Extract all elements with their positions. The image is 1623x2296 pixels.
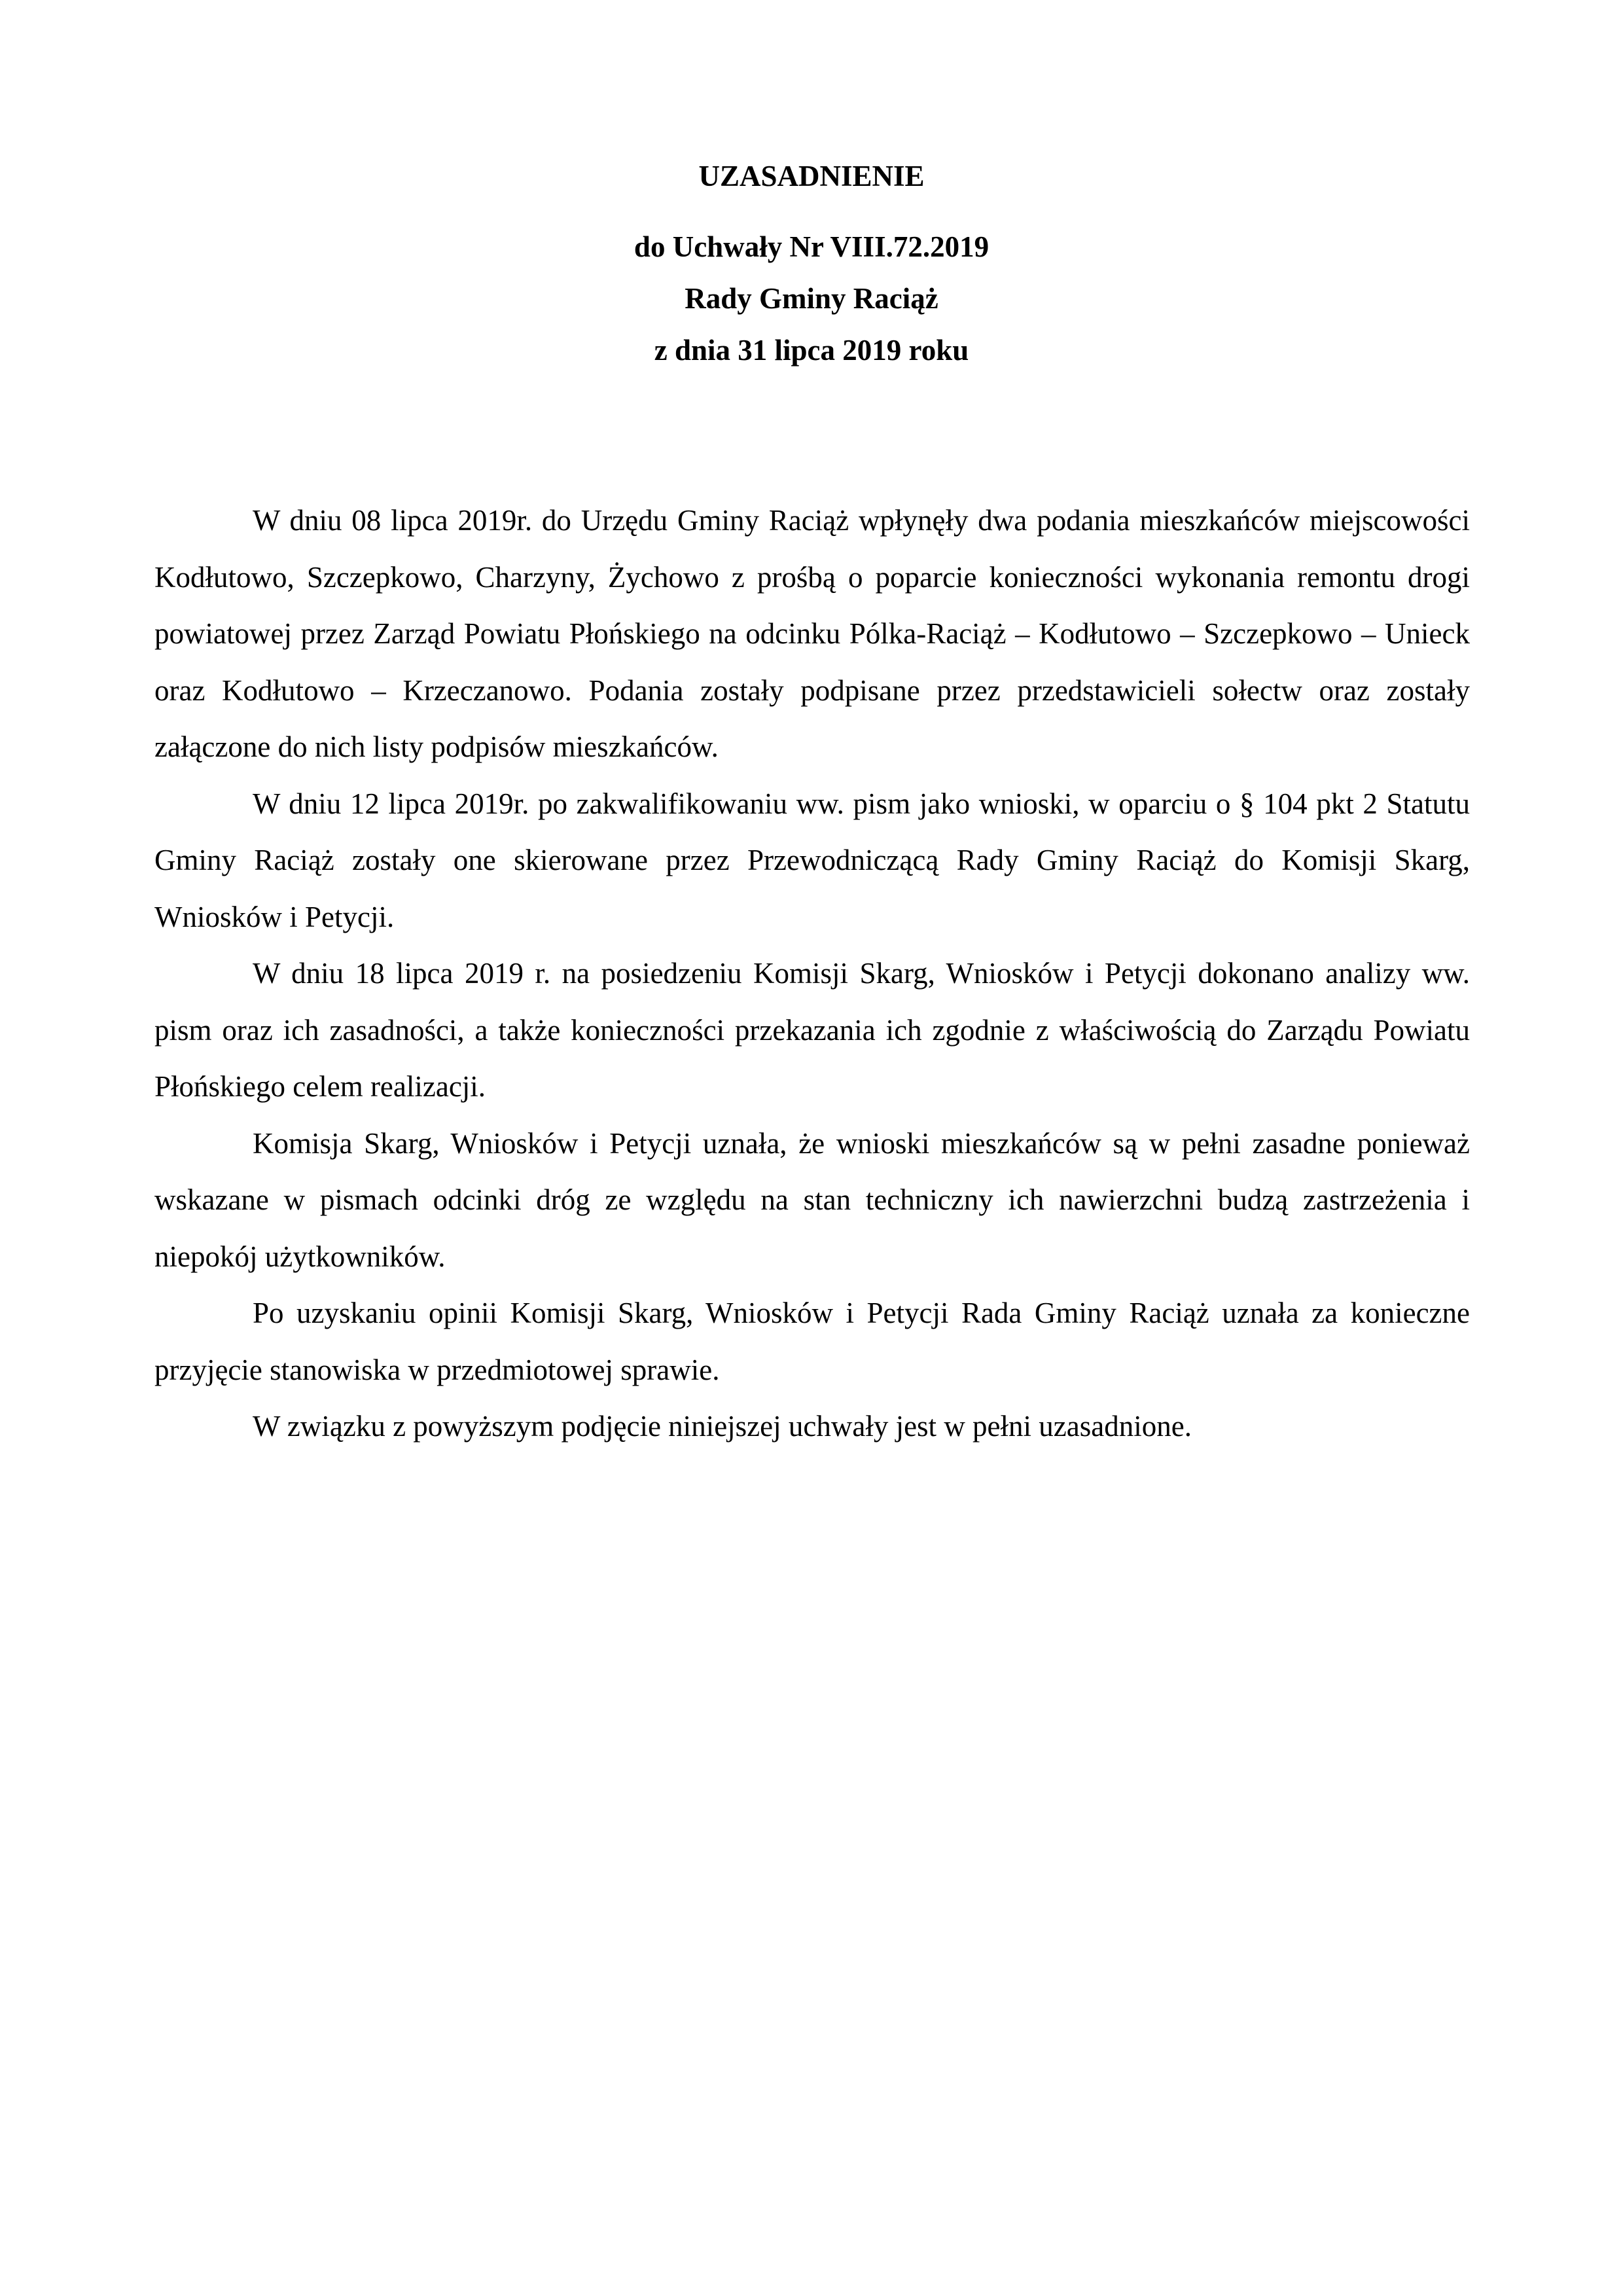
- paragraph-conclusion: W związku z powyższym podjęcie niniejszej uchwały jest w pełni uzasadnione.: [253, 1410, 1192, 1443]
- council-name: Rady Gminy Raciąż: [685, 282, 938, 315]
- document-body: [154, 492, 1470, 1455]
- paragraph-council-decision: Po uzyskaniu opinii Komisji Skarg, Wniosków i Petycji Rada Gminy Raciąż uznała za konieczne przyjęcie stanowiska w przedmiotowej sprawie.: [154, 1297, 1470, 1386]
- paragraph-petitions-received: W dniu 08 lipca 2019r. do Urzędu Gminy Raciąż wpłynęły dwa podania mieszkańców miejscowości Kodłutowo, Szczepkowo, Charzyny, Żychowo z prośbą o poparcie konieczności wykonania remontu drogi powiatowej przez Zarząd Powiatu Płońskiego na odcinku Pólka-Raciąż – Kodłutowo – Szczepkowo – Unieck oraz Kodłutowo – Krzeczanowo. Podania zostały podpisane przez przedstawicieli sołectw oraz zostały załączone do nich listy podpisów mieszkańców.: [154, 504, 1470, 763]
- paragraph-referral-to-commission: W dniu 12 lipca 2019r. po zakwalifikowaniu ww. pism jako wnioski, w oparciu o § 104 pkt 2 Statutu Gminy Raciąż zostały one skierowane przez Przewodniczącą Rady Gminy Raciąż do Komisji Skarg, Wniosków i Petycji.: [154, 787, 1470, 933]
- paragraph-commission-analysis: W dniu 18 lipca 2019 r. na posiedzeniu Komisji Skarg, Wniosków i Petycji dokonano analizy ww. pism oraz ich zasadności, a także konieczności przekazania ich zgodnie z właściwością do Zarządu Powiatu Płońskiego celem realizacji.: [154, 957, 1470, 1103]
- resolution-reference: do Uchwały Nr VIII.72.2019: [633, 230, 990, 263]
- paragraph-commission-finding: Komisja Skarg, Wniosków i Petycji uznała, że wnioski mieszkańców są w pełni zasadne ponieważ wskazane w pismach odcinki dróg ze względu na stan techniczny ich nawierzchni budzą zastrzeżenia i niepokój użytkowników.: [154, 1126, 1470, 1273]
- document-title: UZASADNIENIE: [698, 160, 925, 192]
- resolution-date: z dnia 31 lipca 2019 roku: [654, 334, 969, 367]
